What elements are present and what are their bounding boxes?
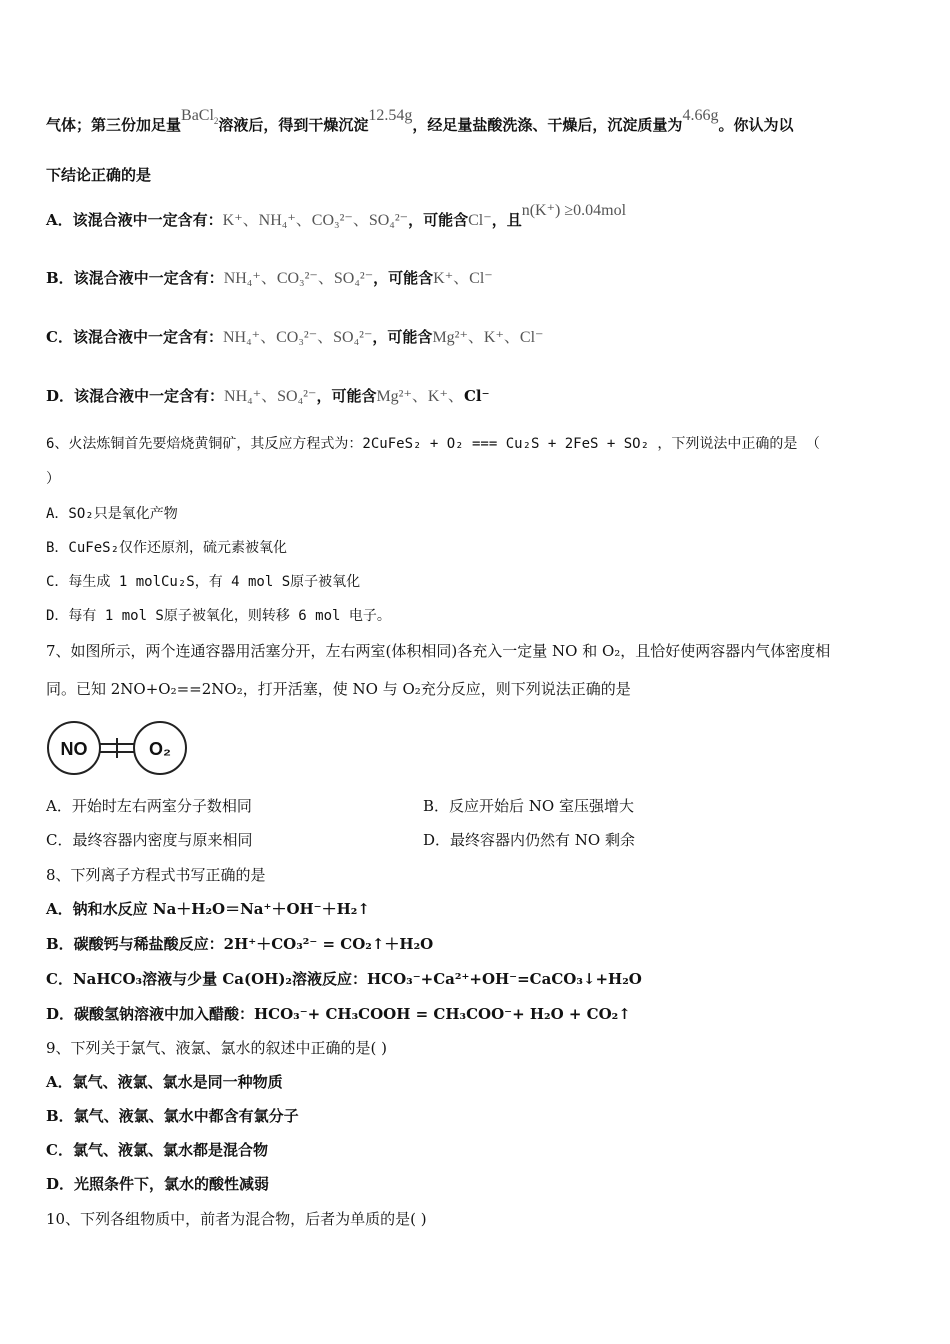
option-c-ions2: Mg²⁺、K⁺、Cl⁻	[432, 329, 544, 346]
q8-option-b: B．碳酸钙与稀盐酸反应：2H⁺＋CO₃²⁻ = CO₂↑＋H₂O	[46, 935, 434, 953]
q7-row-1	[46, 796, 910, 816]
option-a-label: A．该混合液中一定含有：	[46, 211, 223, 229]
q5-line-2: 下结论正确的是	[46, 166, 152, 184]
option-a-ions: K⁺、NH₄⁺、CO₃²⁻、SO₄²⁻	[222, 212, 409, 229]
q9-option-d: D．光照条件下，氯水的酸性减弱	[46, 1175, 270, 1193]
q5-text-a: 气体；第三份加足量	[46, 116, 182, 134]
option-a-end: ，且	[491, 211, 522, 229]
option-b-mid: ，可能含	[373, 269, 434, 287]
option-d-ions: NH₄⁺、SO₄²⁻	[224, 388, 317, 405]
option-c-ions: NH₄⁺、CO₃²⁻、SO₄²⁻	[222, 329, 373, 346]
mass-4-66g: 4.66g	[682, 107, 719, 124]
q6-stem-cont: ）	[46, 471, 60, 487]
q7-row-2	[46, 830, 910, 850]
q5-option-d	[46, 386, 910, 407]
q7-stem-cont: 同。已知 2NO+O₂==2NO₂，打开活塞，使 NO 与 O₂充分反应，则下列说法正确的是	[46, 680, 631, 698]
option-d-ions2: Mg²⁺、K⁺、	[376, 388, 464, 405]
q8-option-c: C．NaHCO₃溶液与少量 Ca(OH)₂溶液反应：HCO₃⁻+Ca²⁺+OH⁻=CaCO₃↓+H₂O	[46, 970, 642, 988]
o2-label: O₂	[149, 739, 171, 759]
option-c-mid: ，可能含	[372, 328, 433, 346]
mass-12-54g: 12.54g	[368, 107, 413, 124]
q9-option-a: A．氯气、液氯、氯水是同一种物质	[46, 1073, 283, 1091]
q5-option-c	[46, 327, 910, 348]
q5-text-b: 溶液后，得到干燥沉淀	[218, 116, 369, 134]
q9-option-b: B．氯气、液氯、氯水中都含有氯分子	[46, 1107, 299, 1125]
option-d-mid: ，可能含	[316, 387, 377, 405]
bacl2-formula: BaCl$_2$	[181, 107, 219, 127]
q7-option-d: D．最终容器内仍然有 NO 剩余	[423, 831, 635, 849]
option-d-label: D．该混合液中一定含有：	[46, 387, 225, 405]
option-a-cl: Cl⁻	[468, 212, 492, 229]
q9-option-c: C．氯气、液氯、氯水都是混合物	[46, 1141, 268, 1159]
q10-stem: 10、下列各组物质中，前者为混合物，后者为单质的是( )	[46, 1210, 427, 1228]
option-b-label: B．该混合液中一定含有：	[46, 269, 224, 287]
q6-stem: 6、火法炼铜首先要焙烧黄铜矿，其反应方程式为：2CuFeS₂ + O₂ === Cu₂S + 2FeS + SO₂ ，下列说法中正确的是 （	[46, 436, 820, 452]
q6-option-b: B．CuFeS₂仅作还原剂，硫元素被氧化	[46, 540, 288, 556]
q7-option-c: C．最终容器内密度与原来相同	[46, 831, 253, 849]
option-d-cl: Cl⁻	[463, 387, 490, 405]
q8-stem: 8、下列离子方程式书写正确的是	[46, 866, 266, 884]
option-c-label: C．该混合液中一定含有：	[46, 328, 223, 346]
q5-text-d: 。你认为以	[718, 116, 794, 134]
option-b-ions2: K⁺、Cl⁻	[433, 270, 493, 287]
q6-option-c: C．每生成 1 molCu₂S，有 4 mol S原子被氧化	[46, 574, 361, 590]
q5-text-c: ，经足量盐酸洗涤、干燥后，沉淀质量为	[412, 116, 683, 134]
option-a-n-k: n(K⁺) ≥0.04mol	[521, 202, 627, 219]
q9-stem: 9、下列关于氯气、液氯、氯水的叙述中正确的是( )	[46, 1039, 388, 1057]
q5-option-a	[46, 202, 910, 231]
no-label: NO	[60, 739, 88, 759]
q7-option-a: A．开始时左右两室分子数相同	[46, 797, 252, 815]
q8-option-d: D．碳酸氢钠溶液中加入醋酸：HCO₃⁻+ CH₃COOH = CH₃COO⁻+ H₂O + CO₂↑	[46, 1005, 631, 1023]
q6-option-a: A．SO₂只是氧化产物	[46, 506, 178, 522]
q7-stem: 7、如图所示，两个连通容器用活塞分开，左右两室(体积相同)各充入一定量 NO 和 O₂，且恰好使两容器内气体密度相	[46, 642, 831, 660]
q8-option-a: A．钠和水反应 Na＋H₂O＝Na⁺＋OH⁻＋H₂↑	[46, 900, 370, 918]
option-a-mid: ，可能含	[408, 211, 469, 229]
q5-line-1	[46, 107, 910, 136]
connected-containers-figure	[46, 716, 191, 780]
q7-option-b: B．反应开始后 NO 室压强增大	[423, 797, 634, 815]
q6-option-d: D．每有 1 mol S原子被氧化，则转移 6 mol 电子。	[46, 608, 391, 624]
q5-option-b	[46, 268, 910, 289]
option-b-ions: NH₄⁺、CO₃²⁻、SO₄²⁻	[223, 270, 374, 287]
